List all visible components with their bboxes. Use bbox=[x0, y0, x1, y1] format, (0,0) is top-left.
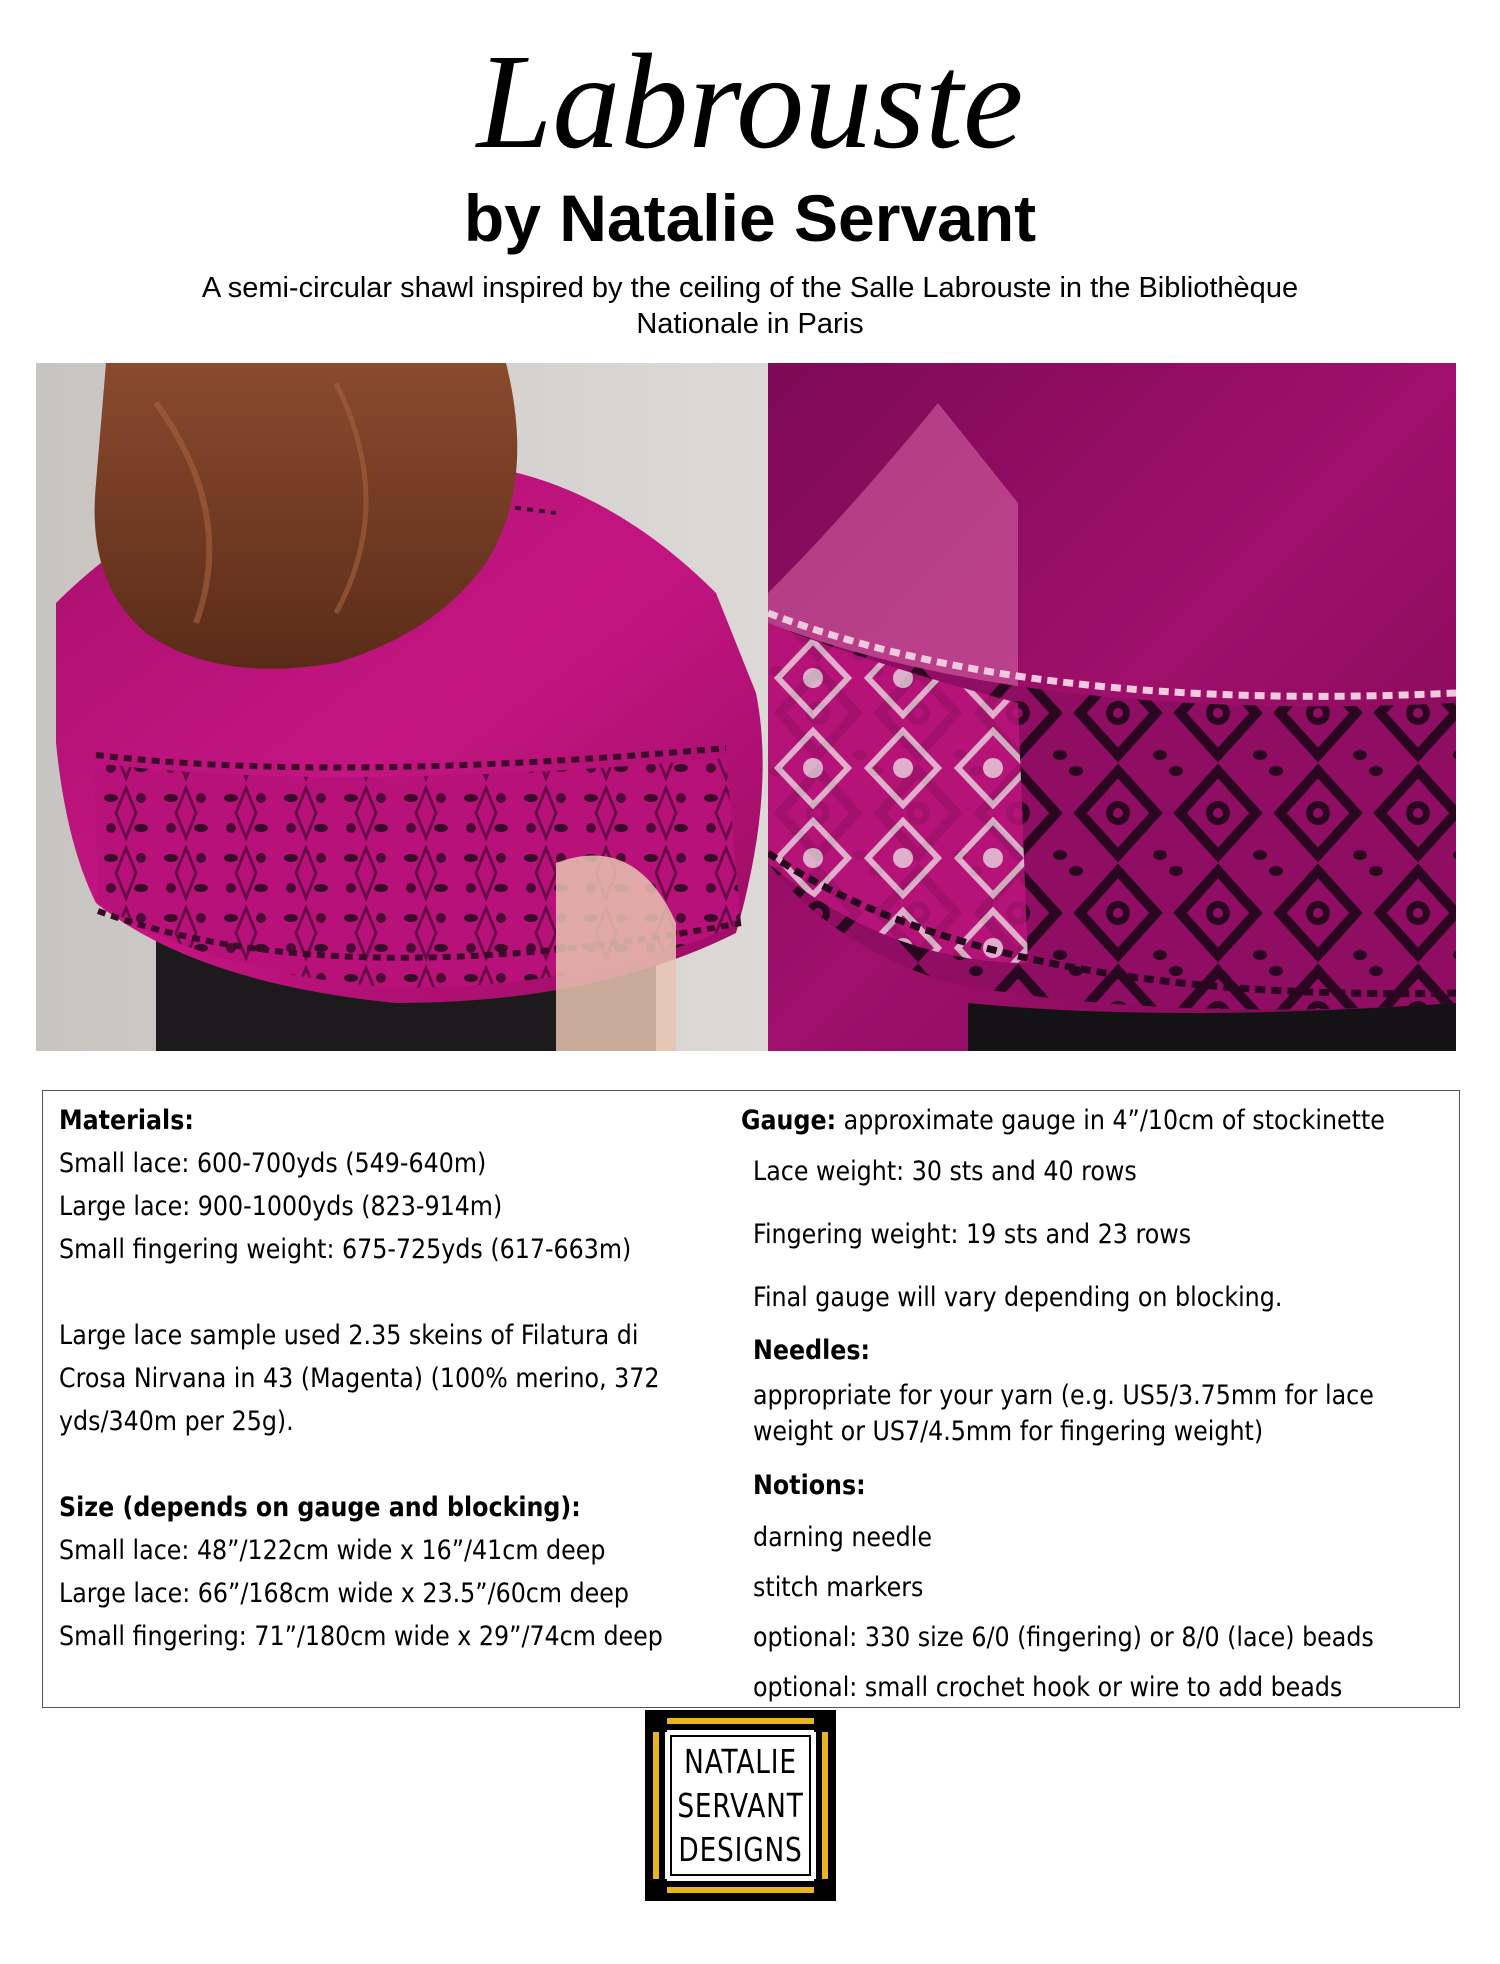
notions-line: optional: small crochet hook or wire to add beads bbox=[753, 1672, 1343, 1703]
pattern-title: Labrouste bbox=[476, 27, 1024, 177]
notions-line: darning needle bbox=[753, 1522, 932, 1553]
size-line: Small fingering: 71”/180cm wide x 29”/74cm deep bbox=[59, 1621, 663, 1652]
subtitle-line-2: Nationale in Paris bbox=[636, 308, 864, 340]
gauge-description: approximate gauge in 4”/10cm of stockinette bbox=[836, 1105, 1385, 1136]
needles-line: appropriate for your yarn (e.g. US5/3.75mm for lace bbox=[753, 1380, 1374, 1411]
materials-size-column bbox=[59, 1099, 749, 1658]
notions-line: stitch markers bbox=[753, 1572, 924, 1603]
logo-line: NATALIE bbox=[684, 1742, 797, 1781]
materials-line: Large lace: 900-1000yds (823-914m) bbox=[59, 1191, 503, 1222]
logo-wordmark bbox=[645, 1740, 836, 1872]
logo-line: SERVANT bbox=[677, 1786, 804, 1825]
logo-line: DESIGNS bbox=[678, 1830, 803, 1869]
size-line: Large lace: 66”/168cm wide x 23.5”/60cm deep bbox=[59, 1578, 629, 1609]
needles-line: weight or US7/4.5mm for fingering weight) bbox=[753, 1416, 1264, 1447]
materials-line: Small fingering weight: 675-725yds (617-663m) bbox=[59, 1234, 632, 1265]
needles-heading: Needles: bbox=[753, 1335, 871, 1366]
gauge-detail: Lace weight: 30 sts and 40 rows bbox=[753, 1156, 1137, 1187]
gauge-detail: Fingering weight: 19 sts and 23 rows bbox=[753, 1219, 1192, 1250]
sample-yarn-line: Large lace sample used 2.35 skeins of Filatura di bbox=[59, 1320, 639, 1351]
gauge-heading: Gauge: bbox=[741, 1105, 837, 1136]
natalie-servant-designs-logo bbox=[645, 1710, 836, 1901]
size-heading: Size (depends on gauge and blocking): bbox=[59, 1492, 581, 1523]
shawl-back-photo bbox=[36, 363, 768, 1051]
sample-yarn-line: yds/340m per 25g). bbox=[59, 1406, 294, 1437]
gauge-detail: Final gauge will vary depending on blocking. bbox=[753, 1282, 1283, 1313]
lace-closeup-photo bbox=[768, 363, 1456, 1051]
materials-line: Small lace: 600-700yds (549-640m) bbox=[59, 1148, 487, 1179]
gauge-line bbox=[741, 1099, 1385, 1142]
pattern-subtitle bbox=[140, 270, 1360, 342]
subtitle-line-1: A semi-circular shawl inspired by the ceiling of the Salle Labrouste in the Bibliothèque bbox=[201, 272, 1299, 304]
notions-line: optional: 330 size 6/0 (fingering) or 8/0 (lace) beads bbox=[753, 1622, 1374, 1653]
sample-yarn-line: Crosa Nirvana in 43 (Magenta) (100% merino, 372 bbox=[59, 1363, 660, 1394]
designer-byline: by Natalie Servant bbox=[463, 181, 1037, 255]
gauge-needles-notions-column bbox=[741, 1099, 1453, 1713]
notions-heading: Notions: bbox=[753, 1470, 866, 1501]
materials-heading: Materials: bbox=[59, 1105, 194, 1136]
pattern-info-box bbox=[42, 1090, 1460, 1708]
size-line: Small lace: 48”/122cm wide x 16”/41cm deep bbox=[59, 1535, 606, 1566]
